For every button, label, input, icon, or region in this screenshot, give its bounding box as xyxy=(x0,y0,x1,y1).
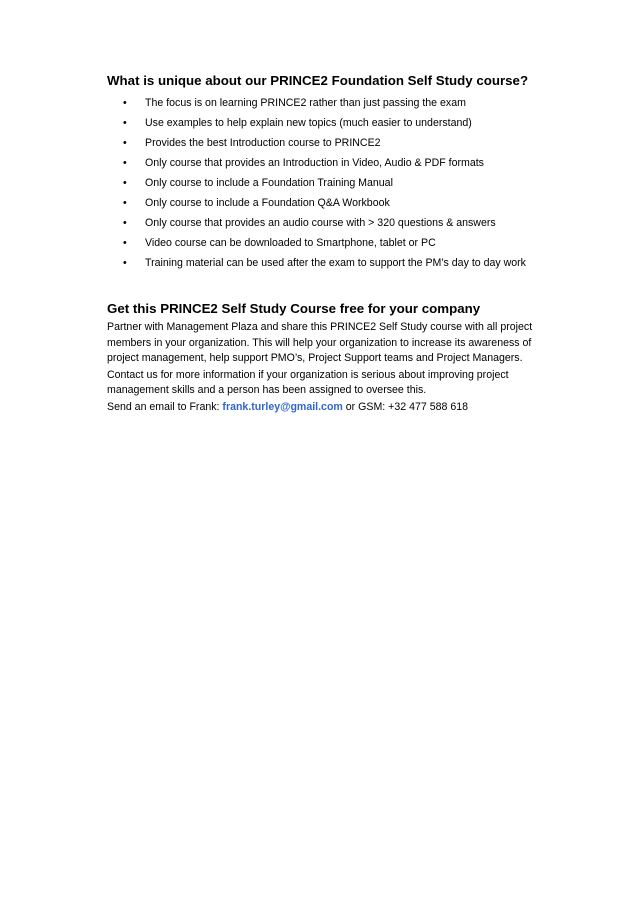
bullet-icon: • xyxy=(123,197,127,209)
bullet-icon: • xyxy=(123,97,127,109)
list-item xyxy=(107,193,547,213)
list-item-text: Provides the best Introduction course to PRINCE2 xyxy=(145,137,381,149)
list-item-text: Only course that provides an Introduction in Video, Audio & PDF formats xyxy=(145,157,484,169)
list-item xyxy=(107,133,547,153)
bullet-icon: • xyxy=(123,237,127,249)
list-item xyxy=(107,113,547,133)
page-content xyxy=(107,72,547,415)
list-item-text: Training material can be used after the exam to support the PM’s day to day work xyxy=(145,257,526,269)
free-course-heading: Get this PRINCE2 Self Study Course free for your company xyxy=(107,301,481,316)
email-link[interactable]: frank.turley@gmail.com xyxy=(222,400,343,413)
unique-features-list xyxy=(107,93,547,273)
list-item xyxy=(107,233,547,253)
list-item-text: Only course that provides an audio course with > 320 questions & answers xyxy=(145,217,496,229)
contact-info-paragraph: Contact us for more information if your organization is serious about improving project management skills and a person has been assigned to oversee this. xyxy=(107,368,509,396)
list-item xyxy=(107,173,547,193)
bullet-icon: • xyxy=(123,217,127,229)
free-course-section xyxy=(107,300,547,415)
bullet-icon: • xyxy=(123,117,127,129)
bullet-icon: • xyxy=(123,257,127,269)
bullet-icon: • xyxy=(123,137,127,149)
list-item-text: Only course to include a Foundation Q&A Workbook xyxy=(145,197,390,209)
partner-paragraph: Partner with Management Plaza and share this PRINCE2 Self Study course with all project members in your organization. This will help your organization to increase its awareness of project management, help support PMO’s, Project Support teams and Project Managers. xyxy=(107,321,533,364)
list-item-text: Only course to include a Foundation Training Manual xyxy=(145,177,393,189)
contact-prefix: Send an email to Frank: xyxy=(107,400,223,413)
unique-features-heading: What is unique about our PRINCE2 Foundation Self Study course? xyxy=(107,73,529,88)
unique-features-section xyxy=(107,72,547,273)
contact-line xyxy=(107,400,547,416)
list-item xyxy=(107,213,547,233)
bullet-icon: • xyxy=(123,177,127,189)
list-item xyxy=(107,253,547,273)
list-item xyxy=(107,93,547,113)
contact-suffix: or GSM: +32 477 588 618 xyxy=(342,400,468,413)
list-item-text: The focus is on learning PRINCE2 rather than just passing the exam xyxy=(145,97,466,109)
list-item-text: Video course can be downloaded to Smartphone, tablet or PC xyxy=(145,237,436,249)
bullet-icon: • xyxy=(123,157,127,169)
list-item xyxy=(107,153,547,173)
list-item-text: Use examples to help explain new topics (much easier to understand) xyxy=(145,117,472,129)
